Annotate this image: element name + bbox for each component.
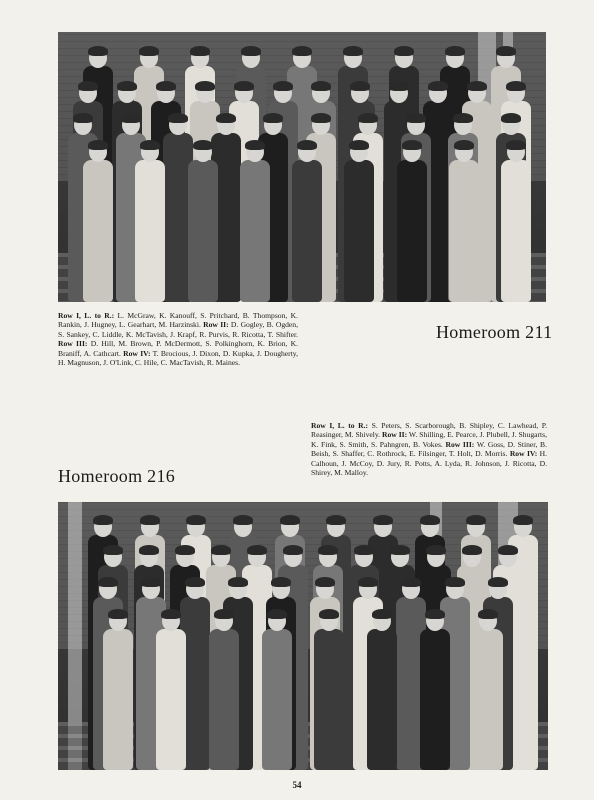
- caption-row-label: Row I, L. to R.:: [58, 311, 115, 320]
- caption-row-label: Row IV:: [123, 348, 151, 358]
- caption-row-names: W. Shilling, E. Pearce, J. Plubell, J. Shugarts, K. Fink, S. Smith, S. Pahngren, B. Vokes.: [311, 430, 547, 449]
- caption-row-label: Row III:: [58, 339, 88, 349]
- caption-row-names: W. Goss, D. Stiner, B. Beish, S. Shaffer, C. Rothrock, E. Filsinger, T. Holt, D. Morris.: [311, 439, 547, 459]
- homeroom-211-photo: [58, 32, 546, 302]
- caption-row-names: D. Gogley, B. Ogden, S. Sankey, C. Liddle, K. McTavish, J. Krapf, R. Purvis, R. Ricotta, T. Shifter.: [58, 320, 298, 339]
- caption-row-names: H. Calhoun, J. McCoy, D. Jury, R. Potts, A. Lyda, R. Johnson, J. Ricotta, D. Shirey, M. Malloy.: [311, 449, 548, 478]
- caption-row-label: Row IV:: [509, 449, 538, 459]
- homeroom-216-photo: [58, 502, 548, 770]
- homeroom-216-caption: [311, 421, 547, 477]
- caption-row-names: L. McGraw, K. Kanouff, S. Pritchard, B. Thompson, K. Rankin, J. Hugney, L. Gearhart, M. Harzinski.: [58, 311, 298, 330]
- caption-row-names: D. Hill, M. Brown, P. McDermott, S. Polkinghorn, K. Brion, K. Braniff, A. Cathcart.: [58, 339, 298, 358]
- caption-row-names: T. Brocious, J. Dixon, D. Kupka, J. Dougherty, H. Magnuson, J. O'Link, C. Hile, C. MacTavish, R. Maines.: [58, 348, 299, 368]
- caption-row-label: Row I, L. to R.:: [311, 421, 369, 430]
- homeroom-211-caption: [58, 311, 298, 367]
- caption-row-names: S. Peters, S. Scarborough, B. Shipley, C. Lawhead, P. Reasinger, M. Shively.: [311, 421, 547, 440]
- homeroom-216-heading: Homeroom 216: [58, 466, 176, 486]
- page-number: 54: [292, 780, 302, 790]
- caption-row-label: Row III:: [445, 439, 475, 449]
- caption-row-label: Row II:: [203, 320, 229, 330]
- homeroom-211-heading: Homeroom 211: [436, 322, 553, 342]
- caption-row-label: Row II:: [382, 430, 408, 440]
